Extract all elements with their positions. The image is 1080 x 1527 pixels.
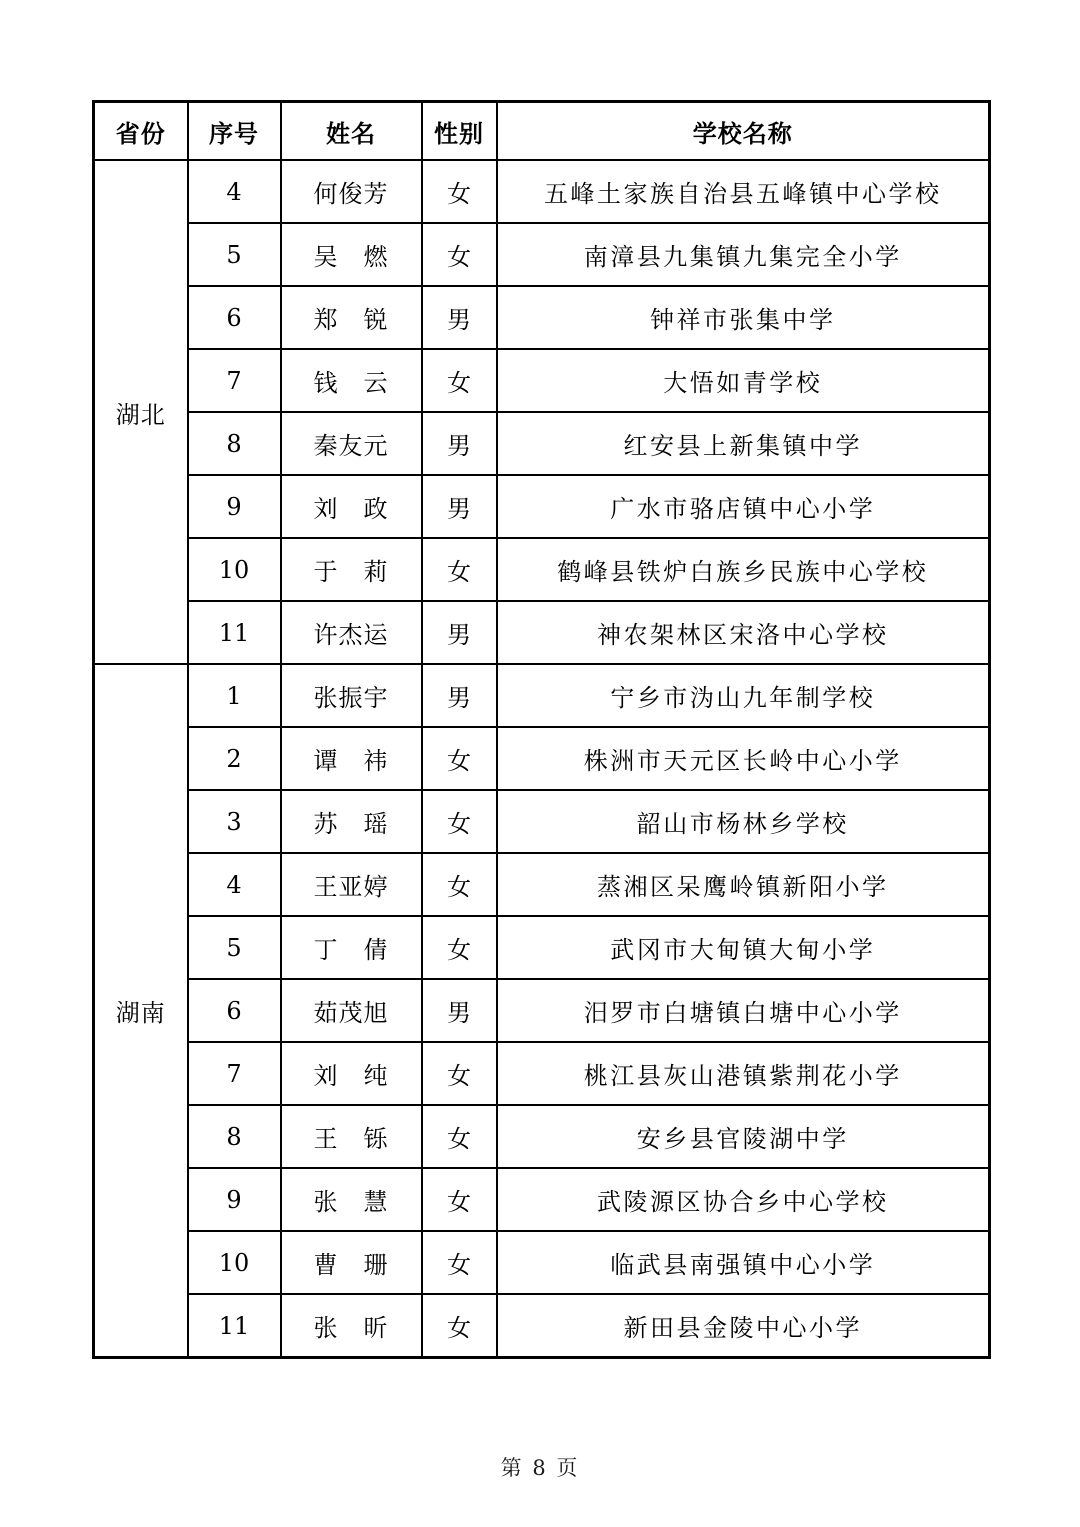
- school-cell: 宁乡市沩山九年制学校: [497, 664, 990, 727]
- table-row: [94, 727, 990, 790]
- gender-cell: 女: [422, 790, 497, 853]
- name-cell: 丁 倩: [281, 916, 422, 979]
- num-cell: 8: [188, 412, 281, 475]
- table-row: [94, 1294, 990, 1358]
- num-cell: 10: [188, 1231, 281, 1294]
- num-cell: 4: [188, 160, 281, 223]
- school-cell: 新田县金陵中心小学: [497, 1294, 990, 1358]
- name-cell: 何俊芳: [281, 160, 422, 223]
- num-cell: 1: [188, 664, 281, 727]
- school-cell: 桃江县灰山港镇紫荆花小学: [497, 1042, 990, 1105]
- num-cell: 3: [188, 790, 281, 853]
- gender-cell: 女: [422, 853, 497, 916]
- table-row: [94, 916, 990, 979]
- header-gender: 性别: [422, 102, 497, 161]
- name-cell: 茹茂旭: [281, 979, 422, 1042]
- school-cell: 鹤峰县铁炉白族乡民族中心学校: [497, 538, 990, 601]
- table-row: [94, 475, 990, 538]
- gender-cell: 女: [422, 916, 497, 979]
- num-cell: 11: [188, 601, 281, 664]
- num-cell: 5: [188, 916, 281, 979]
- table-row: [94, 601, 990, 664]
- name-cell: 吴 燃: [281, 223, 422, 286]
- school-cell: 蒸湘区呆鹰岭镇新阳小学: [497, 853, 990, 916]
- gender-cell: 女: [422, 1294, 497, 1358]
- name-cell: 秦友元: [281, 412, 422, 475]
- header-name: 姓名: [281, 102, 422, 161]
- header-number: 序号: [188, 102, 281, 161]
- gender-cell: 男: [422, 979, 497, 1042]
- table-row: [94, 979, 990, 1042]
- school-cell: 汨罗市白塘镇白塘中心小学: [497, 979, 990, 1042]
- gender-cell: 女: [422, 349, 497, 412]
- school-cell: 五峰土家族自治县五峰镇中心学校: [497, 160, 990, 223]
- gender-cell: 男: [422, 664, 497, 727]
- school-cell: 武陵源区协合乡中心学校: [497, 1168, 990, 1231]
- gender-cell: 女: [422, 538, 497, 601]
- school-cell: 安乡县官陵湖中学: [497, 1105, 990, 1168]
- table-row: [94, 349, 990, 412]
- name-cell: 张振宇: [281, 664, 422, 727]
- table-row: [94, 853, 990, 916]
- roster-table-body: [94, 160, 990, 1358]
- table-row: [94, 223, 990, 286]
- school-cell: 武冈市大甸镇大甸小学: [497, 916, 990, 979]
- gender-cell: 男: [422, 286, 497, 349]
- school-cell: 神农架林区宋洛中心学校: [497, 601, 990, 664]
- gender-cell: 女: [422, 727, 497, 790]
- gender-cell: 女: [422, 1042, 497, 1105]
- gender-cell: 男: [422, 475, 497, 538]
- name-cell: 钱 云: [281, 349, 422, 412]
- num-cell: 4: [188, 853, 281, 916]
- school-cell: 株洲市天元区长岭中心小学: [497, 727, 990, 790]
- table-row: [94, 1168, 990, 1231]
- name-cell: 张 慧: [281, 1168, 422, 1231]
- table-row: [94, 1042, 990, 1105]
- table-row: [94, 790, 990, 853]
- name-cell: 于 莉: [281, 538, 422, 601]
- num-cell: 10: [188, 538, 281, 601]
- table-row: [94, 538, 990, 601]
- province-cell: 湖南: [94, 664, 188, 1358]
- gender-cell: 女: [422, 223, 497, 286]
- num-cell: 11: [188, 1294, 281, 1358]
- gender-cell: 女: [422, 1168, 497, 1231]
- gender-cell: 男: [422, 601, 497, 664]
- school-cell: 大悟如青学校: [497, 349, 990, 412]
- page-number: 第 8 页: [500, 1456, 580, 1480]
- num-cell: 9: [188, 475, 281, 538]
- num-cell: 2: [188, 727, 281, 790]
- table-header-row: [94, 102, 990, 161]
- gender-cell: 女: [422, 1231, 497, 1294]
- gender-cell: 女: [422, 160, 497, 223]
- table-row: [94, 1231, 990, 1294]
- num-cell: 6: [188, 979, 281, 1042]
- school-cell: 南漳县九集镇九集完全小学: [497, 223, 990, 286]
- name-cell: 许杰运: [281, 601, 422, 664]
- table-row: [94, 664, 990, 727]
- school-cell: 韶山市杨林乡学校: [497, 790, 990, 853]
- table-row: [94, 160, 990, 223]
- school-cell: 红安县上新集镇中学: [497, 412, 990, 475]
- province-cell: 湖北: [94, 160, 188, 664]
- header-school: 学校名称: [497, 102, 990, 161]
- name-cell: 张 昕: [281, 1294, 422, 1358]
- name-cell: 王 铄: [281, 1105, 422, 1168]
- num-cell: 7: [188, 1042, 281, 1105]
- school-cell: 广水市骆店镇中心小学: [497, 475, 990, 538]
- num-cell: 8: [188, 1105, 281, 1168]
- name-cell: 谭 祎: [281, 727, 422, 790]
- header-province: 省份: [94, 102, 188, 161]
- table-row: [94, 412, 990, 475]
- name-cell: 刘 纯: [281, 1042, 422, 1105]
- gender-cell: 男: [422, 412, 497, 475]
- school-cell: 临武县南强镇中心小学: [497, 1231, 990, 1294]
- num-cell: 7: [188, 349, 281, 412]
- name-cell: 王亚婷: [281, 853, 422, 916]
- school-cell: 钟祥市张集中学: [497, 286, 990, 349]
- roster-table: [92, 100, 991, 1359]
- table-row: [94, 1105, 990, 1168]
- num-cell: 6: [188, 286, 281, 349]
- name-cell: 郑 锐: [281, 286, 422, 349]
- num-cell: 9: [188, 1168, 281, 1231]
- name-cell: 刘 政: [281, 475, 422, 538]
- name-cell: 苏 瑶: [281, 790, 422, 853]
- name-cell: 曹 珊: [281, 1231, 422, 1294]
- table-row: [94, 286, 990, 349]
- gender-cell: 女: [422, 1105, 497, 1168]
- num-cell: 5: [188, 223, 281, 286]
